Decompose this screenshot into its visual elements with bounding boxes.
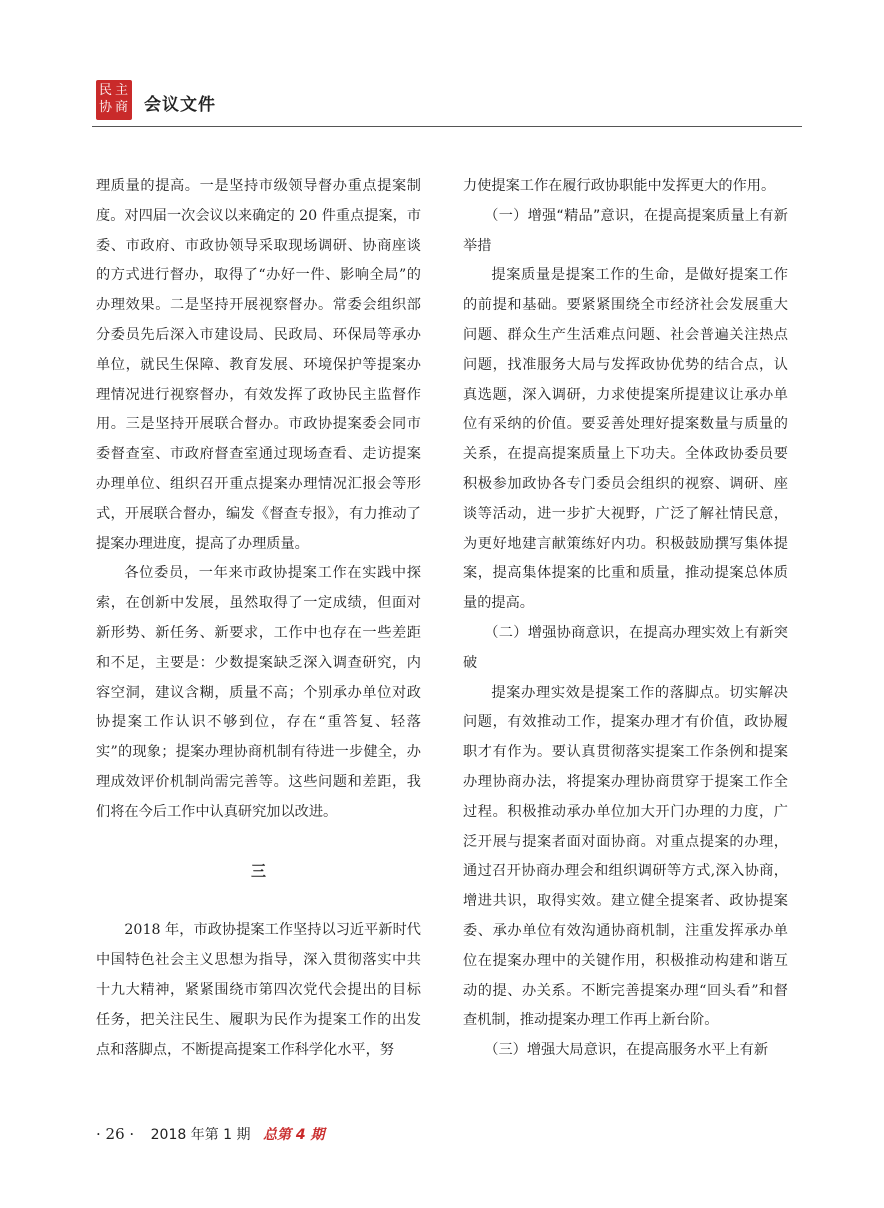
paragraph: 提案质量是提案工作的生命，是做好提案工作的前提和基础。要紧紧围绕全市经济社会发展重大问题、群众生产生活难点问题、社会普遍关注热点问题，找准服务大局与发挥政协优势的结合点，认真选题，深入调研，力求使提案所提建议让承办单位有采纳的价值。要妥善处理好提案数量与质量的关系，在提高提案质量上下功夫。全体政协委员要积极参加政协各专门委员会组织的视察、调研、座谈等活动，进一步扩大视野，广泛了解社情民意，为更好地建言献策练好内功。积极鼓励撰写集体提案，提高集体提案的比重和质量，推动提案总体质量的提高。 [463, 267, 788, 612]
seal-char: 协 [99, 100, 113, 115]
page-header [92, 80, 802, 128]
left-column [96, 172, 421, 1065]
issue-label: 2018 年第 1 期 [150, 1127, 251, 1143]
seal-char: 民 [99, 83, 113, 98]
paragraph: 2018 年，市政协提案工作坚持以习近平新时代中国特色社会主义思想为指导，深入贯彻落实中共十九大精神，紧紧围绕市第四次党代会提出的目标任务，把关注民生、履职为民作为提案工作的出发点和落脚点，不断提高提案工作科学化水平，努 [96, 922, 421, 1058]
paragraph: 各位委员，一年来市政协提案工作在实践中探索，在创新中发展，虽然取得了一定成绩，但面对新形势、新任务、新要求，工作中也存在一些差距和不足，主要是：少数提案缺乏深入调查研究，内容空洞，建议含糊，质量不高；个别承办单位对政协提案工作认识不够到位，存在“重答复、轻落实”的现象；提案办理协商机制有待进一步健全，办理成效评价机制尚需完善等。这些问题和差距，我们将在今后工作中认真研究加以改进。 [96, 565, 421, 820]
subheading: （一）增强“精品”意识，在提高提案质量上有新举措 [463, 207, 788, 254]
paragraph: 力使提案工作在履行政协职能中发挥更大的作用。 [463, 178, 776, 194]
magazine-issue-label: 总第 4 期 [262, 1127, 325, 1143]
seal-char: 商 [115, 100, 129, 115]
subheading: （二）增强协商意识，在提高办理实效上有新突破 [463, 624, 788, 671]
paragraph: 理质量的提高。一是坚持市级领导督办重点提案制度。对四届一次会议以来确定的 20 件重点提案，市委、市政府、市政协领导采取现场调研、协商座谈的方式进行督办，取得了“办好一件、影响全局”的办理效果。二是坚持开展视察督办。常委会组织部分委员先后深入市建设局、民政局、环保局等承办单位，就民生保障、教育发展、环境保护等提案办理情况进行视察督办，有效发挥了政协民主监督作用。三是坚持开展联合督办。市政协提案委会同市委督查室、市政府督查室通过现场查看、走访提案办理单位、组织召开重点提案办理情况汇报会等形式，开展联合督办，编发《督查专报》，有力推动了提案办理进度，提高了办理质量。 [96, 178, 422, 552]
section-title: 会议文件 [144, 95, 216, 115]
page-footer [96, 1124, 324, 1144]
right-column [463, 172, 788, 1066]
page-number: · 26 · [96, 1125, 135, 1143]
paragraph: 提案办理实效是提案工作的落脚点。切实解决问题，有效推动工作，提案办理才有价值，政协履职才有作为。要认真贯彻落实提案工作条例和提案办理协商办法，将提案办理协商贯穿于提案工作全过程。积极推动承办单位加大开门办理的力度，广泛开展与提案者面对面协商。对重点提案的办理，通过召开协商办理会和组织调研等方式,深入协商，增进共识，取得实效。建立健全提案者、政协提案委、承办单位有效沟通协商机制，注重发挥承办单位在提案办理中的关键作用，积极推动构建和谐互动的提、办关系。不断完善提案办理“回头看”和督查机制，推动提案办理工作再上新台阶。 [463, 684, 788, 1029]
section-heading: 三 [250, 861, 266, 880]
subheading: （三）增强大局意识，在提高服务水平上有新 [484, 1042, 769, 1059]
seal-char: 主 [115, 83, 129, 98]
header-divider [92, 126, 802, 127]
seal-logo-icon [96, 80, 132, 120]
